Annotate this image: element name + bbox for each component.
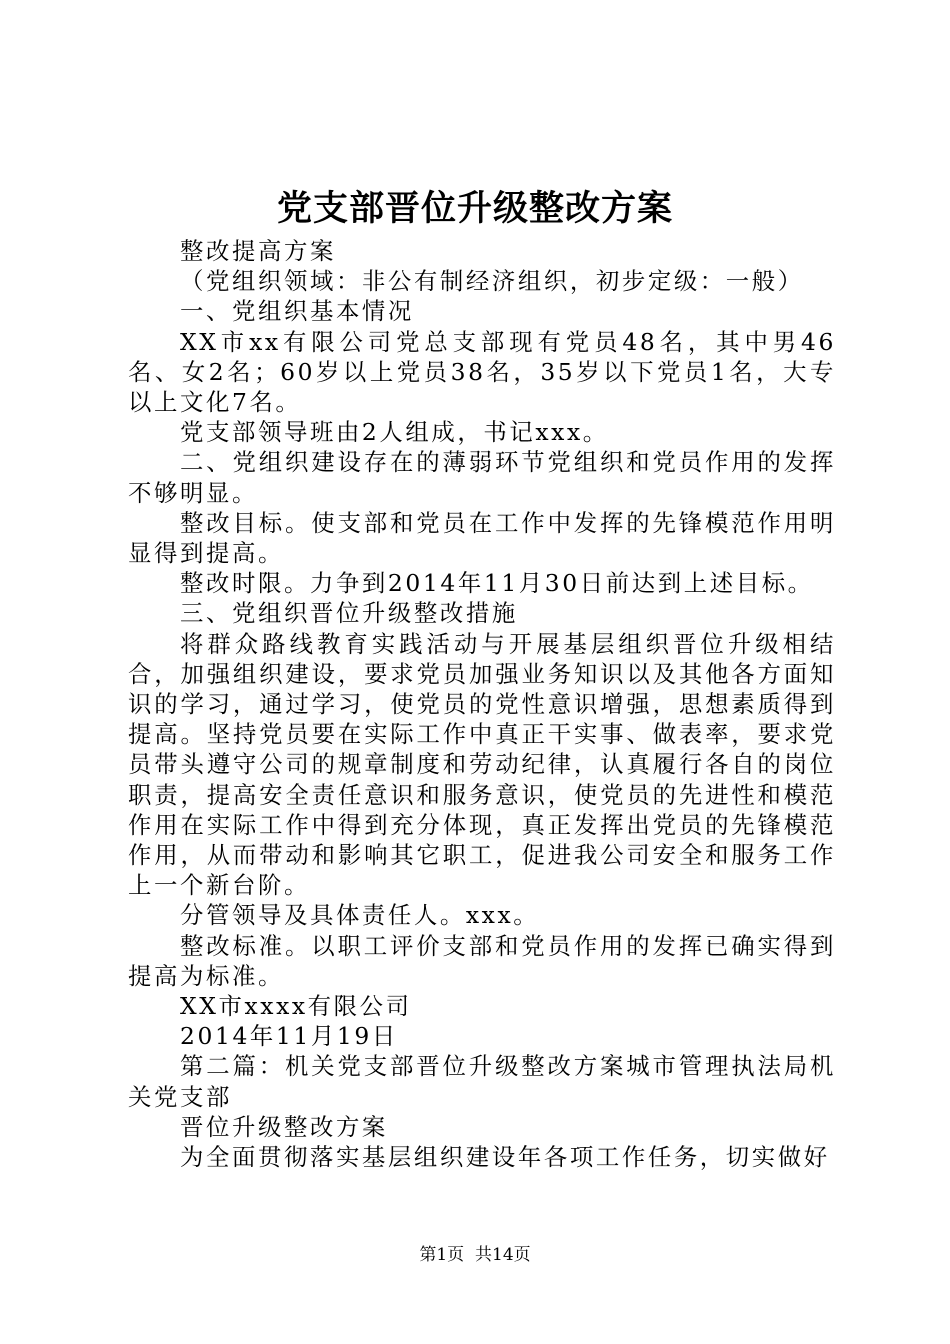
signature-date: 2014年11月19日 (180, 1022, 398, 1051)
paragraph-measures: 将群众路线教育实践活动与开展基层组织晋位升级相结合，加强组织建设，要求党员加强业务知识以及其他各方面知识的学习，通过学习，使党员的党性意识增强，思想素质得到提高。坚持党员要在实际工作中真正干实事、做表率，要求党员带头遵守公司的规章制度和劳动纪律，认真履行各自的岗位职责，提高安全责任意识和服务意识，使党员的先进性和模范作用在实际工作中得到充分体现，真正发挥出党员的先锋模范作用，从而带动和影响其它职工，促进我公司安全和服务工作上一个新台阶。 (128, 629, 836, 900)
paragraph-deadline: 整改时限。力争到2014年11月30日前达到上述目标。 (180, 569, 814, 598)
signature-company: XX市xxxx有限公司 (180, 992, 412, 1021)
paragraph-second-intro: 为全面贯彻落实基层组织建设年各项工作任务，切实做好 (180, 1143, 830, 1172)
paragraph-goal: 整改目标。使支部和党员在工作中发挥的先锋模范作用明显得到提高。 (128, 508, 836, 568)
section-heading-1: 一、党组织基本情况 (180, 297, 414, 326)
paragraph-standard: 整改标准。以职工评价支部和党员作用的发挥已确实得到提高为标准。 (128, 931, 836, 990)
page-number: 第1页 (419, 1245, 465, 1265)
section-heading-3: 三、党组织晋位升级整改措施 (180, 599, 518, 628)
paragraph-membership: XX市xx有限公司党总支部现有党员48名，其中男46名、女2名；60岁以上党员38名，35岁以下党员1名，大专以上文化7名。 (128, 327, 836, 417)
paragraph-responsible: 分管领导及具体责任人。xxx。 (180, 901, 540, 930)
document-title: 党支部晋位升级整改方案 (276, 188, 673, 229)
paragraph-leadership: 党支部领导班由2人组成，书记xxx。 (180, 418, 609, 447)
paragraph-second-article: 第二篇：机关党支部晋位升级整改方案城市管理执法局机关党支部 (128, 1052, 836, 1111)
paragraph-subtitle: 整改提高方案 (180, 237, 336, 265)
page-total: 共14页 (475, 1245, 531, 1265)
paragraph-second-title: 晋位升级整改方案 (180, 1112, 388, 1141)
page-footer (0, 1243, 950, 1267)
section-heading-2: 二、党组织建设存在的薄弱环节党组织和党员作用的发挥不够明显。 (128, 448, 836, 507)
paragraph-classification: （党组织领域：非公有制经济组织，初步定级：一般） (180, 267, 804, 296)
document-body (128, 236, 836, 1172)
